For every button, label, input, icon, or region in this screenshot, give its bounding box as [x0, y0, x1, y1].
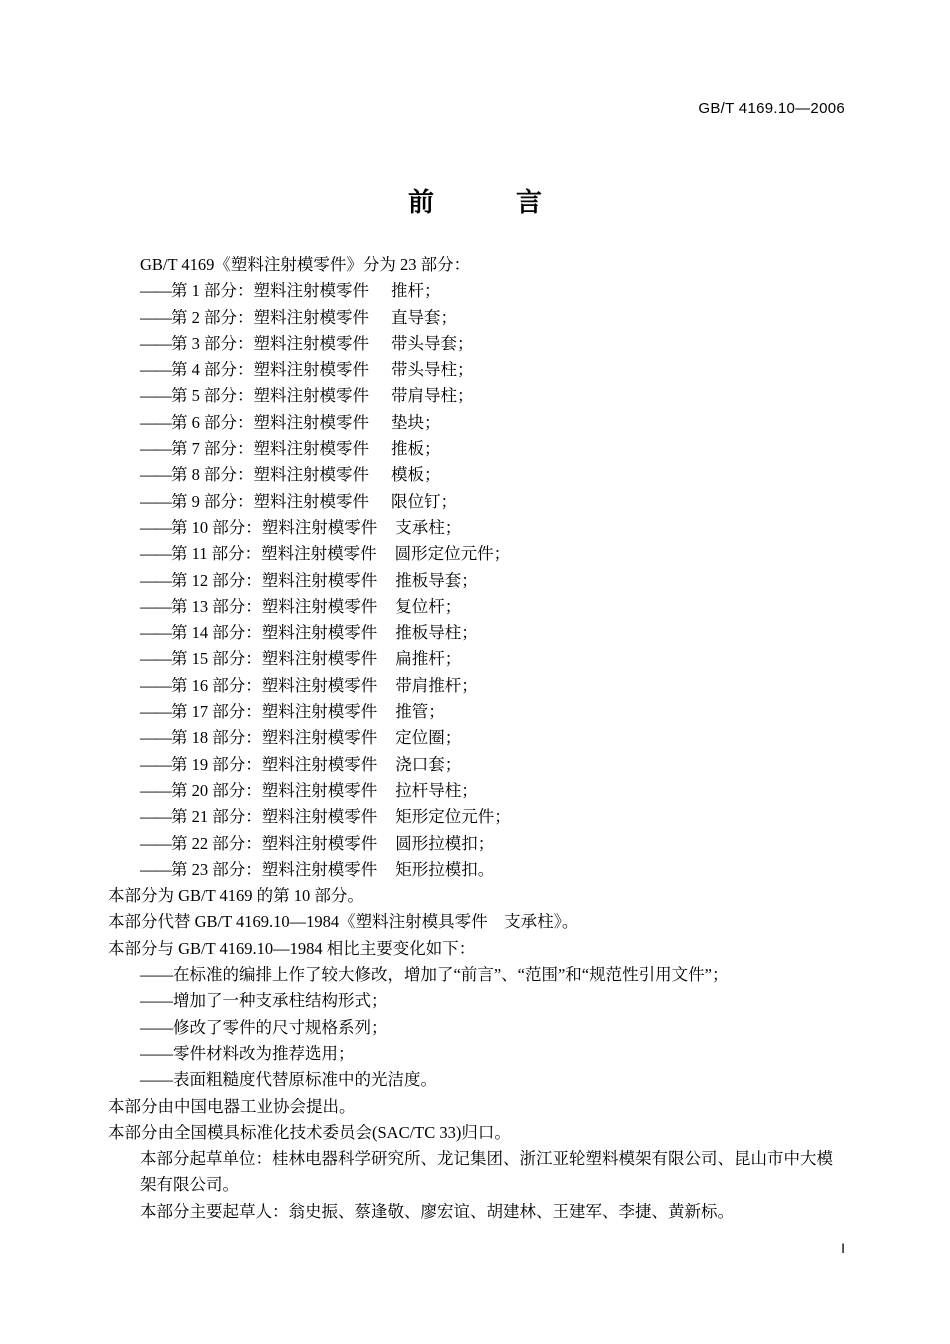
list-item-label: 第 19 部分：塑料注射模零件 [171, 754, 378, 774]
paragraph-managed-by: 本部分由全国模具标准化技术委员会(SAC/TC 33)归口。 [108, 1122, 511, 1142]
list-item-name: 带头导柱； [391, 360, 474, 380]
list-dash: —— [140, 649, 171, 669]
list-item-label: 第 16 部分：塑料注射模零件 [171, 675, 378, 695]
list-item [108, 857, 848, 883]
list-item-label: 第 17 部分：塑料注射模零件 [171, 702, 378, 722]
page-number: I [841, 1240, 845, 1256]
list-item-label: 第 8 部分：塑料注射模零件 [171, 465, 369, 485]
list-item-name: 支承柱； [395, 517, 462, 537]
list-item [108, 778, 848, 804]
list-item [108, 752, 848, 778]
list-dash: —— [140, 517, 171, 537]
list-item-label: 第 3 部分：塑料注射模零件 [171, 333, 369, 353]
list-dash: —— [140, 859, 171, 879]
list-item [108, 804, 848, 830]
paragraph-proposed-by: 本部分由中国电器工业协会提出。 [108, 1096, 356, 1116]
list-dash: —— [140, 596, 171, 616]
list-dash: —— [140, 439, 171, 459]
foreword-body [108, 252, 848, 1225]
list-dash: —— [140, 702, 171, 722]
paragraph-main-drafters: 本部分主要起草人：翁史振、蔡逢敬、廖宏谊、胡建林、王建军、李捷、黄新标。 [140, 1201, 734, 1221]
list-item-label: 第 6 部分：塑料注射模零件 [171, 412, 369, 432]
list-item-name: 复位杆； [395, 596, 462, 616]
list-item-label: 第 10 部分：塑料注射模零件 [171, 517, 378, 537]
list-dash: —— [140, 623, 171, 643]
list-dash: —— [140, 544, 171, 564]
list-dash: —— [140, 412, 171, 432]
list-dash: —— [140, 491, 171, 511]
list-item-name: 矩形拉模扣。 [395, 859, 495, 879]
list-item-name: 扁推杆； [395, 649, 462, 669]
list-item-name: 推板； [391, 439, 441, 459]
list-item-name: 推杆； [391, 281, 441, 301]
list-dash: —— [140, 780, 171, 800]
list-item [108, 331, 848, 357]
list-item [108, 515, 848, 541]
list-item: ——增加了一种支承柱结构形式； [140, 991, 388, 1011]
list-item [108, 357, 848, 383]
list-item [108, 831, 848, 857]
paragraph-changes-intro: 本部分与 GB/T 4169.10—1984 相比主要变化如下： [108, 938, 476, 958]
list-item: ——修改了零件的尺寸规格系列； [140, 1017, 388, 1037]
list-item-name: 圆形定位元件； [394, 544, 511, 564]
paragraph-drafting-units: 本部分起草单位：桂林电器科学研究所、龙记集团、浙江亚轮塑料模架有限公司、昆山市中大模架有限公司。 [140, 1149, 833, 1195]
list-item-name: 拉杆导柱； [395, 780, 478, 800]
list-item-name: 圆形拉模扣； [395, 833, 495, 853]
list-item [108, 725, 848, 751]
list-item [108, 278, 848, 304]
list-item-name: 浇口套； [395, 754, 462, 774]
list-item-label: 第 2 部分：塑料注射模零件 [171, 307, 369, 327]
list-dash: —— [140, 675, 171, 695]
list-item-label: 第 11 部分：塑料注射模零件 [171, 544, 377, 564]
list-item [108, 462, 848, 488]
list-item-label: 第 13 部分：塑料注射模零件 [171, 596, 378, 616]
list-item [108, 305, 848, 331]
list-dash: —— [140, 333, 171, 353]
list-item-label: 第 15 部分：塑料注射模零件 [171, 649, 378, 669]
list-item [108, 620, 848, 646]
page-header-standard-number: GB/T 4169.10—2006 [698, 100, 845, 117]
changes-list [108, 962, 848, 1093]
list-item-name: 直导套； [391, 307, 457, 327]
list-item-label: 第 21 部分：塑料注射模零件 [171, 807, 378, 827]
list-item-name: 模板； [391, 465, 441, 485]
page-title: 前 言 [407, 188, 570, 218]
list-item-name: 矩形定位元件； [395, 807, 511, 827]
list-item-label: 第 7 部分：塑料注射模零件 [171, 439, 369, 459]
list-dash: —— [140, 465, 171, 485]
list-dash: —— [140, 728, 171, 748]
list-item-label: 第 9 部分：塑料注射模零件 [171, 491, 369, 511]
list-item: ——表面粗糙度代替原标准中的光洁度。 [140, 1070, 437, 1090]
list-item [108, 646, 848, 672]
list-item-name: 垫块； [391, 412, 441, 432]
list-item-name: 带肩推杆； [395, 675, 478, 695]
list-item [108, 699, 848, 725]
list-dash: —— [140, 281, 171, 301]
list-item-label: 第 18 部分：塑料注射模零件 [171, 728, 378, 748]
list-item-name: 推板导套； [395, 570, 478, 590]
list-dash: —— [140, 386, 171, 406]
list-item [108, 541, 848, 567]
list-item-label: 第 5 部分：塑料注射模零件 [171, 386, 369, 406]
list-dash: —— [140, 307, 171, 327]
list-item [108, 383, 848, 409]
list-item [108, 568, 848, 594]
list-item [108, 673, 848, 699]
list-item-label: 第 1 部分：塑料注射模零件 [171, 281, 369, 301]
list-item-name: 带肩导柱； [391, 386, 474, 406]
list-item-name: 推板导柱； [395, 623, 478, 643]
list-item-label: 第 14 部分：塑料注射模零件 [171, 623, 378, 643]
paragraph-part-number: 本部分为 GB/T 4169 的第 10 部分。 [108, 886, 364, 906]
list-item-name: 限位钉； [391, 491, 457, 511]
list-item [108, 594, 848, 620]
foreword-intro: GB/T 4169《塑料注射模零件》分为 23 部分： [140, 255, 471, 274]
list-item [108, 436, 848, 462]
list-item-name: 推管； [395, 702, 445, 722]
parts-list [108, 278, 848, 883]
list-item: ——零件材料改为推荐选用； [140, 1043, 355, 1063]
list-item-label: 第 22 部分：塑料注射模零件 [171, 833, 378, 853]
paragraph-replaces: 本部分代替 GB/T 4169.10—1984《塑料注射模具零件 支承柱》。 [108, 912, 579, 932]
list-dash: —— [140, 570, 171, 590]
list-item-label: 第 12 部分：塑料注射模零件 [171, 570, 378, 590]
list-item-label: 第 20 部分：塑料注射模零件 [171, 780, 378, 800]
list-item [108, 489, 848, 515]
list-item [108, 410, 848, 436]
list-item-name: 带头导套； [391, 333, 474, 353]
list-item: ——在标准的编排上作了较大修改，增加了“前言”、“范围”和“规范性引用文件”； [140, 965, 729, 985]
list-item-label: 第 4 部分：塑料注射模零件 [171, 360, 369, 380]
list-dash: —— [140, 833, 171, 853]
list-dash: —— [140, 807, 171, 827]
list-dash: —— [140, 360, 171, 380]
list-item-name: 定位圈； [395, 728, 462, 748]
list-item-label: 第 23 部分：塑料注射模零件 [171, 859, 378, 879]
list-dash: —— [140, 754, 171, 774]
